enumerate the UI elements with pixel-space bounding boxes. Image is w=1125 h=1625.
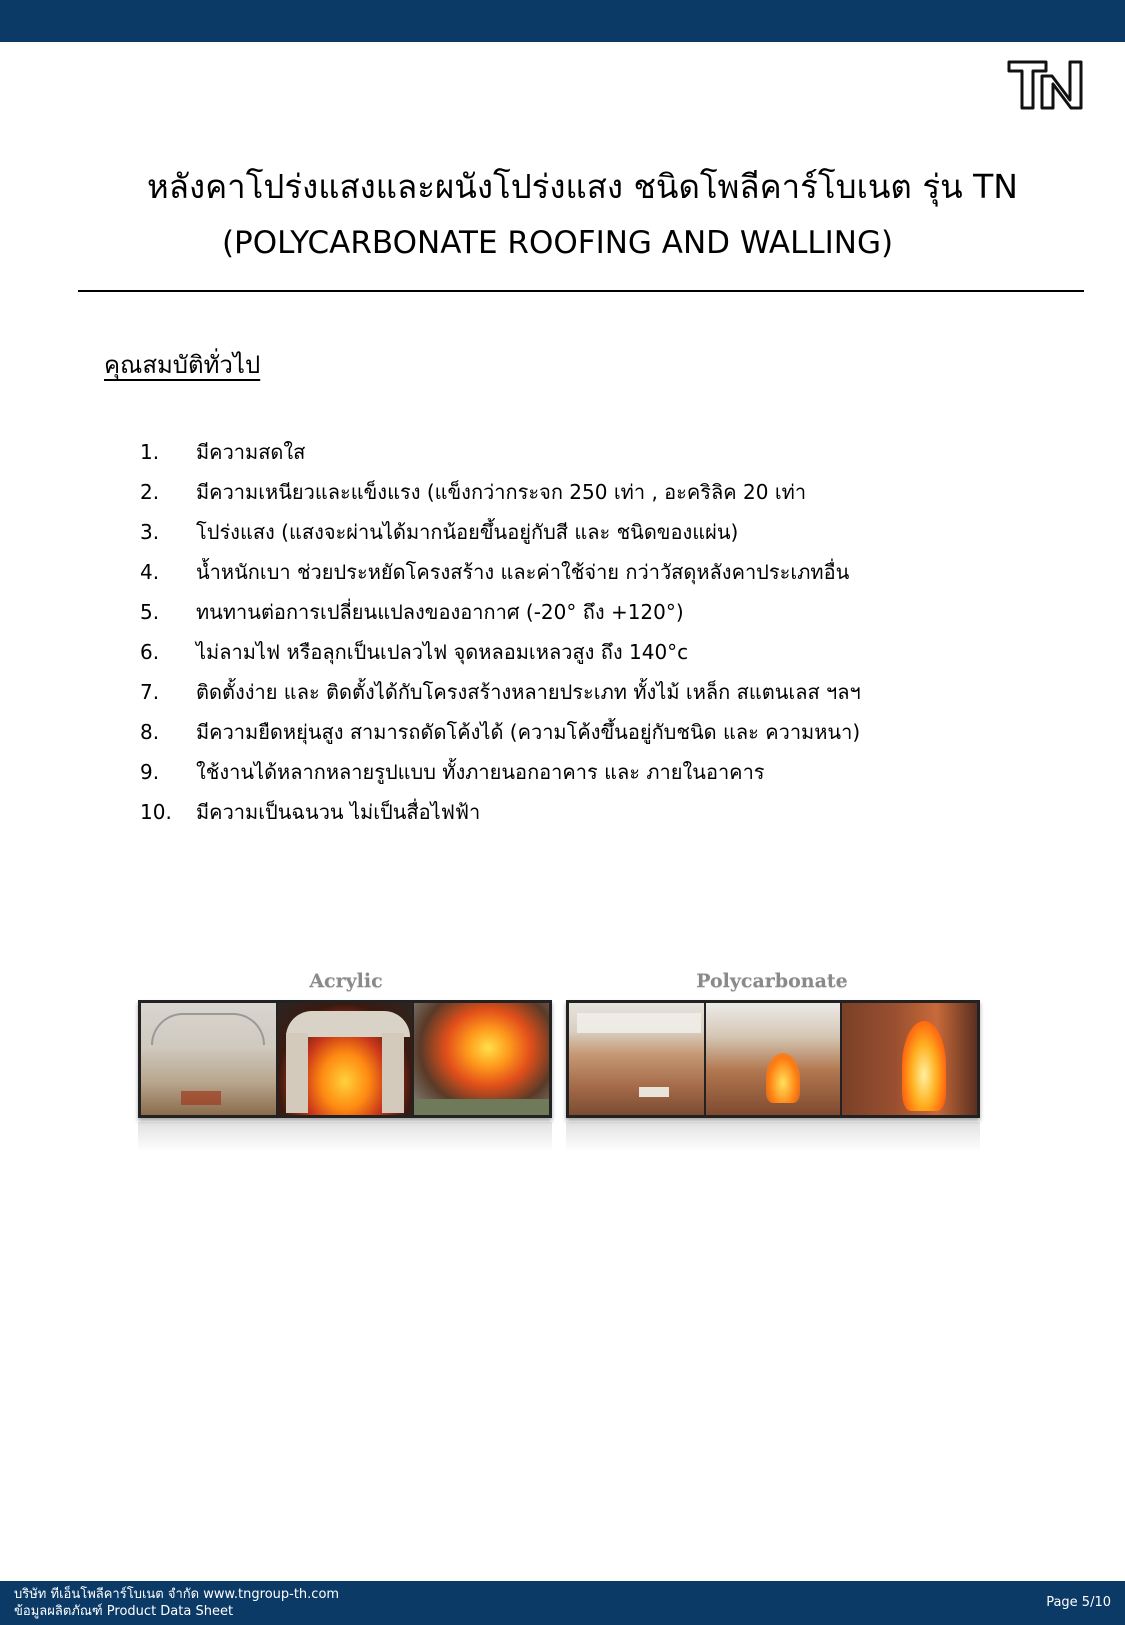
item-number: 6.: [140, 640, 160, 664]
polycarbonate-photo-3: [842, 1003, 977, 1115]
item-number: 3.: [140, 520, 160, 544]
page-title-thai: หลังคาโปร่งแสงและผนังโปร่งแสง ชนิดโพลีคาร์โบเนต รุ่น TN: [147, 167, 1018, 206]
top-bar: [0, 0, 1125, 42]
list-item: [140, 632, 1040, 672]
item-number: 4.: [140, 560, 160, 584]
page-title-english: (POLYCARBONATE ROOFING AND WALLING): [221, 225, 894, 261]
item-number: 7.: [140, 680, 160, 704]
footer-doc-line: ข้อมูลผลิตภัณฑ์ Product Data Sheet: [14, 1604, 234, 1619]
item-text: ไม่ลามไฟ หรือลุกเป็นเปลวไฟ จุดหลอมเหลวสูง ถึง 140°c: [196, 640, 689, 664]
item-number: 9.: [140, 760, 160, 784]
item-text: มีความสดใส: [196, 440, 306, 464]
acrylic-photo-2: [278, 1003, 413, 1115]
list-item: [140, 712, 1040, 752]
polycarbonate-reflection: [566, 1122, 980, 1152]
title-divider: [78, 290, 1084, 292]
item-text: น้ำหนักเบา ช่วยประหยัดโครงสร้าง และค่าใช้จ่าย กว่าวัสดุหลังคาประเภทอื่น: [196, 560, 850, 584]
list-item: [140, 672, 1040, 712]
item-number: 8.: [140, 720, 160, 744]
item-text: มีความเป็นฉนวน ไม่เป็นสื่อไฟฟ้า: [196, 800, 481, 824]
polycarbonate-photo-1: [569, 1003, 704, 1115]
tn-logo: [1006, 58, 1084, 112]
acrylic-photo-3: [414, 1003, 549, 1115]
acrylic-label: Acrylic: [309, 970, 383, 992]
polycarbonate-label: Polycarbonate: [696, 970, 848, 992]
list-item: [140, 592, 1040, 632]
section-heading: คุณสมบัติทั่วไป: [104, 351, 261, 379]
item-text: โปร่งแสง (แสงจะผ่านได้มากน้อยขึ้นอยู่กับสี และ ชนิดของแผ่น): [196, 520, 739, 544]
item-text: ติดตั้งง่าย และ ติดตั้งได้กับโครงสร้างหลายประเภท ทั้งไม้ เหล็ก สแตนเลส ฯลฯ: [196, 680, 861, 704]
acrylic-reflection: [138, 1122, 552, 1152]
footer-bar: [0, 1581, 1125, 1625]
list-item: [140, 792, 1040, 832]
list-item: [140, 552, 1040, 592]
acrylic-photo-1: [141, 1003, 276, 1115]
item-number: 2.: [140, 480, 160, 504]
list-item: [140, 432, 1040, 472]
list-item: [140, 472, 1040, 512]
item-text: มีความเหนียวและแข็งแรง (แข็งกว่ากระจก 250 เท่า , อะคริลิค 20 เท่า: [196, 480, 807, 504]
list-item: [140, 512, 1040, 552]
properties-list: [140, 432, 1040, 832]
polycarbonate-photo-strip: [566, 1000, 980, 1118]
footer-info: [14, 1586, 339, 1620]
item-text: ทนทานต่อการเปลี่ยนแปลงของอากาศ (-20° ถึง +120°): [196, 600, 684, 624]
item-number: 10.: [140, 800, 172, 824]
item-text: มีความยืดหยุ่นสูง สามารถดัดโค้งได้ (ความโค้งขึ้นอยู่กับชนิด และ ความหนา): [196, 720, 861, 744]
item-number: 5.: [140, 600, 160, 624]
item-text: ใช้งานได้หลากหลายรูปแบบ ทั้งภายนอกอาคาร และ ภายในอาคาร: [196, 760, 765, 784]
list-item: [140, 752, 1040, 792]
acrylic-photo-strip: [138, 1000, 552, 1118]
item-number: 1.: [140, 440, 160, 464]
footer-company-line: บริษัท ทีเอ็นโพลีคาร์โบเนต จำกัด www.tngroup-th.com: [14, 1587, 340, 1602]
page-number: Page 5/10: [1046, 1595, 1111, 1610]
polycarbonate-photo-2: [706, 1003, 841, 1115]
